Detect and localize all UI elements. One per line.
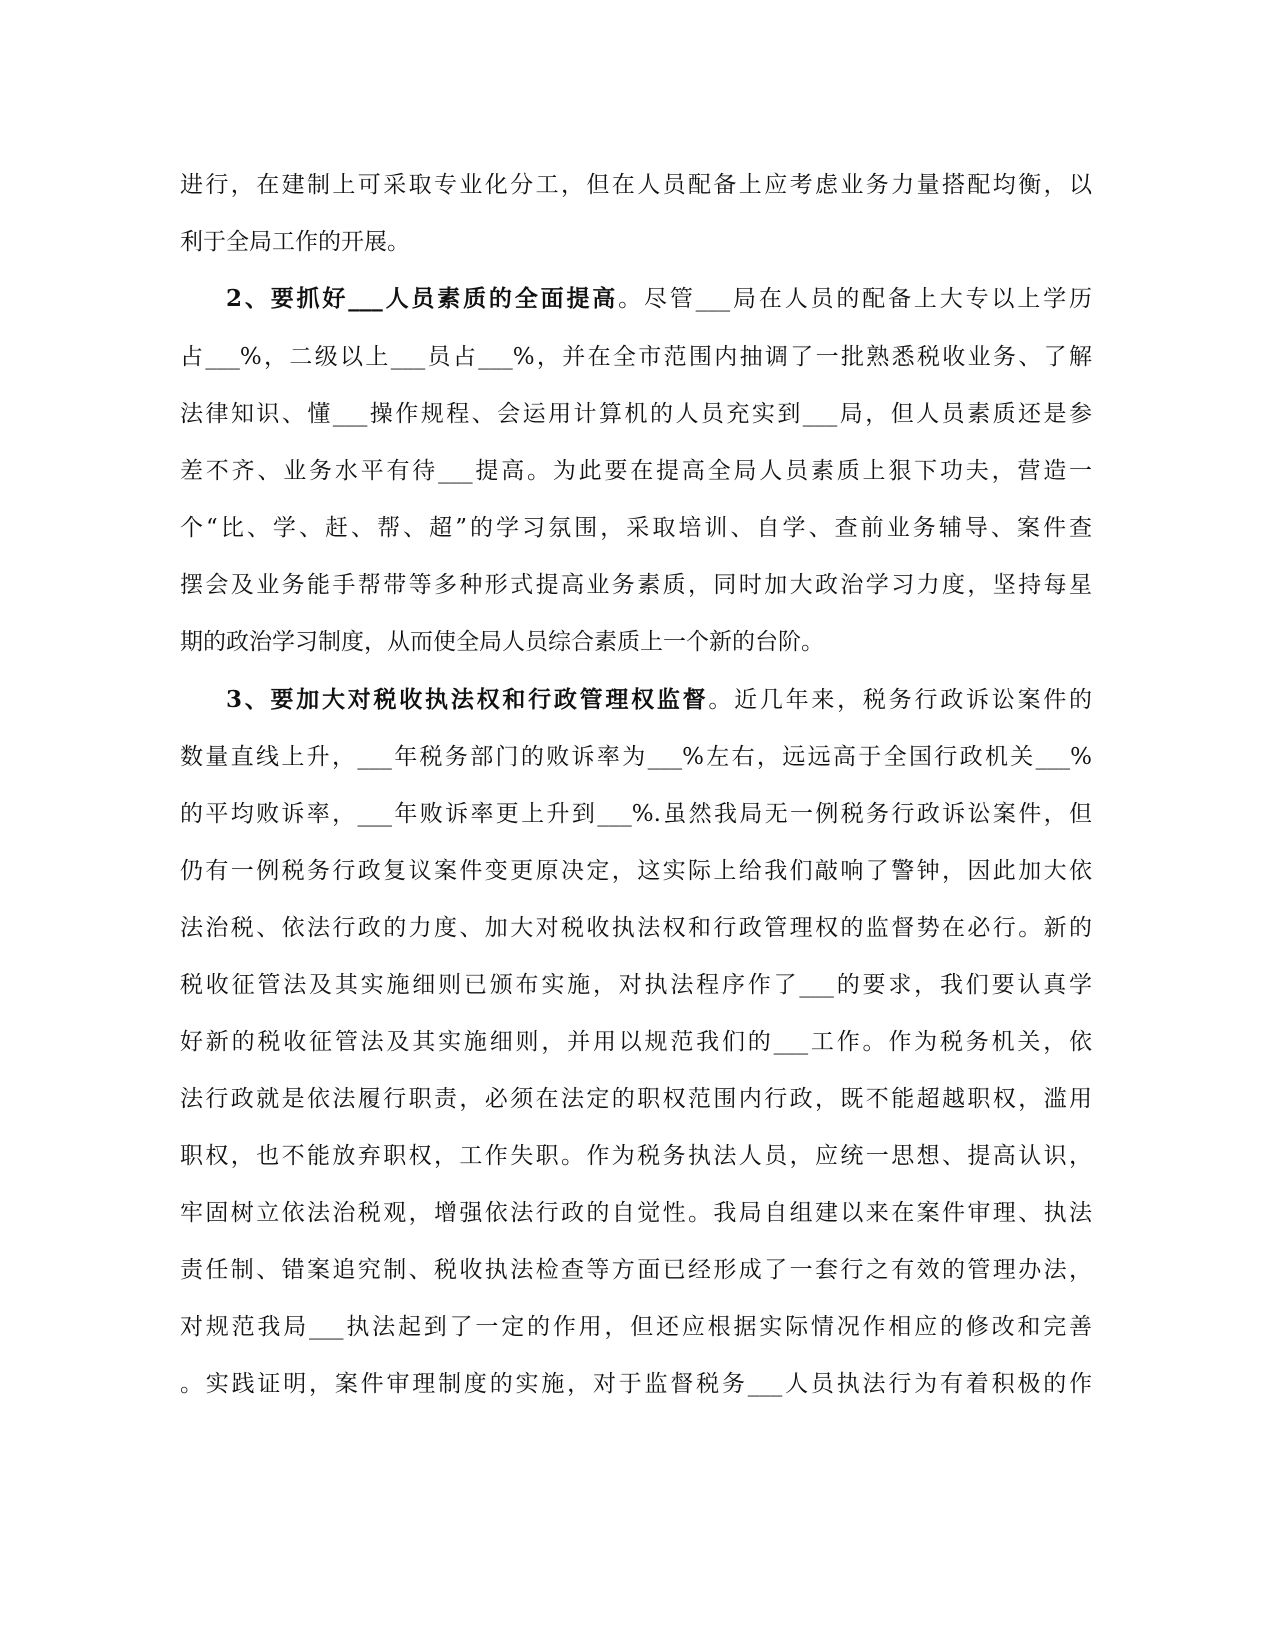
- section-heading: 3、要加大对税收执法权和行政管理权监督: [226, 686, 709, 713]
- text-line: 对规范我局___执法起到了一定的作用，但还应根据实际情况作相应的修改和完善: [180, 1314, 1092, 1340]
- text-line: 好新的税收征管法及其实施细则，并用以规范我们的___工作。作为税务机关，依: [180, 1029, 1092, 1055]
- text-line: 利于全局工作的开展。: [180, 229, 410, 255]
- text-line: 法律知识、懂___操作规程、会运用计算机的人员充实到___局，但人员素质还是参: [180, 401, 1092, 427]
- text-line: 法行政就是依法履行职责，必须在法定的职权范围内行政，既不能超越职权，滥用: [180, 1086, 1092, 1112]
- text-line: 职权，也不能放弃职权，工作失职。作为税务执法人员，应统一思想、提高认识，: [180, 1143, 1092, 1169]
- text-line: 的平均败诉率，___年败诉率更上升到___%.虽然我局无一例税务行政诉讼案件，但: [180, 801, 1092, 827]
- text-line: 占___%，二级以上___员占___%，并在全市范围内抽调了一批熟悉税收业务、了解: [180, 344, 1092, 370]
- paragraph-first-line: [226, 269, 1092, 329]
- text-line: 仍有一例税务行政复议案件变更原决定，这实际上给我们敲响了警钟，因此加大依: [180, 858, 1092, 884]
- text-line: 摆会及业务能手帮带等多种形式提高业务素质，同时加大政治学习力度，坚持每星: [180, 572, 1092, 598]
- paragraph-first-line: [226, 670, 1092, 730]
- text-line: 期的政治学习制度，从而使全局人员综合素质上一个新的台阶。: [180, 629, 824, 655]
- section-heading: 2、要抓好___人员素质的全面提高: [226, 285, 619, 312]
- text-line: 数量直线上升，___年税务部门的败诉率为___%左右，远远高于全国行政机关___%: [180, 744, 1092, 770]
- text-line: 牢固树立依法治税观，增强依法行政的自觉性。我局自组建以来在案件审理、执法: [180, 1200, 1092, 1226]
- text-run: 。尽管___局在人员的配备上大专以上学历: [618, 286, 1092, 312]
- text-line: 差不齐、业务水平有待___提高。为此要在提高全局人员素质上狠下功夫，营造一: [180, 458, 1092, 484]
- text-line: 责任制、错案追究制、税收执法检查等方面已经形成了一套行之有效的管理办法，: [180, 1257, 1092, 1283]
- text-line: 税收征管法及其实施细则已颁布实施，对执法程序作了___的要求，我们要认真学: [180, 972, 1092, 998]
- text-line: 进行，在建制上可采取专业化分工，但在人员配备上应考虑业务力量搭配均衡，以: [180, 172, 1092, 198]
- text-line: 个“比、学、赶、帮、超”的学习氛围，采取培训、自学、查前业务辅导、案件查: [180, 515, 1092, 541]
- text-run: 。近几年来，税务行政诉讼案件的: [708, 687, 1092, 713]
- text-line: 法治税、依法行政的力度、加大对税收执法权和行政管理权的监督势在必行。新的: [180, 915, 1092, 941]
- text-line: 。实践证明，案件审理制度的实施，对于监督税务___人员执法行为有着积极的作: [180, 1371, 1092, 1397]
